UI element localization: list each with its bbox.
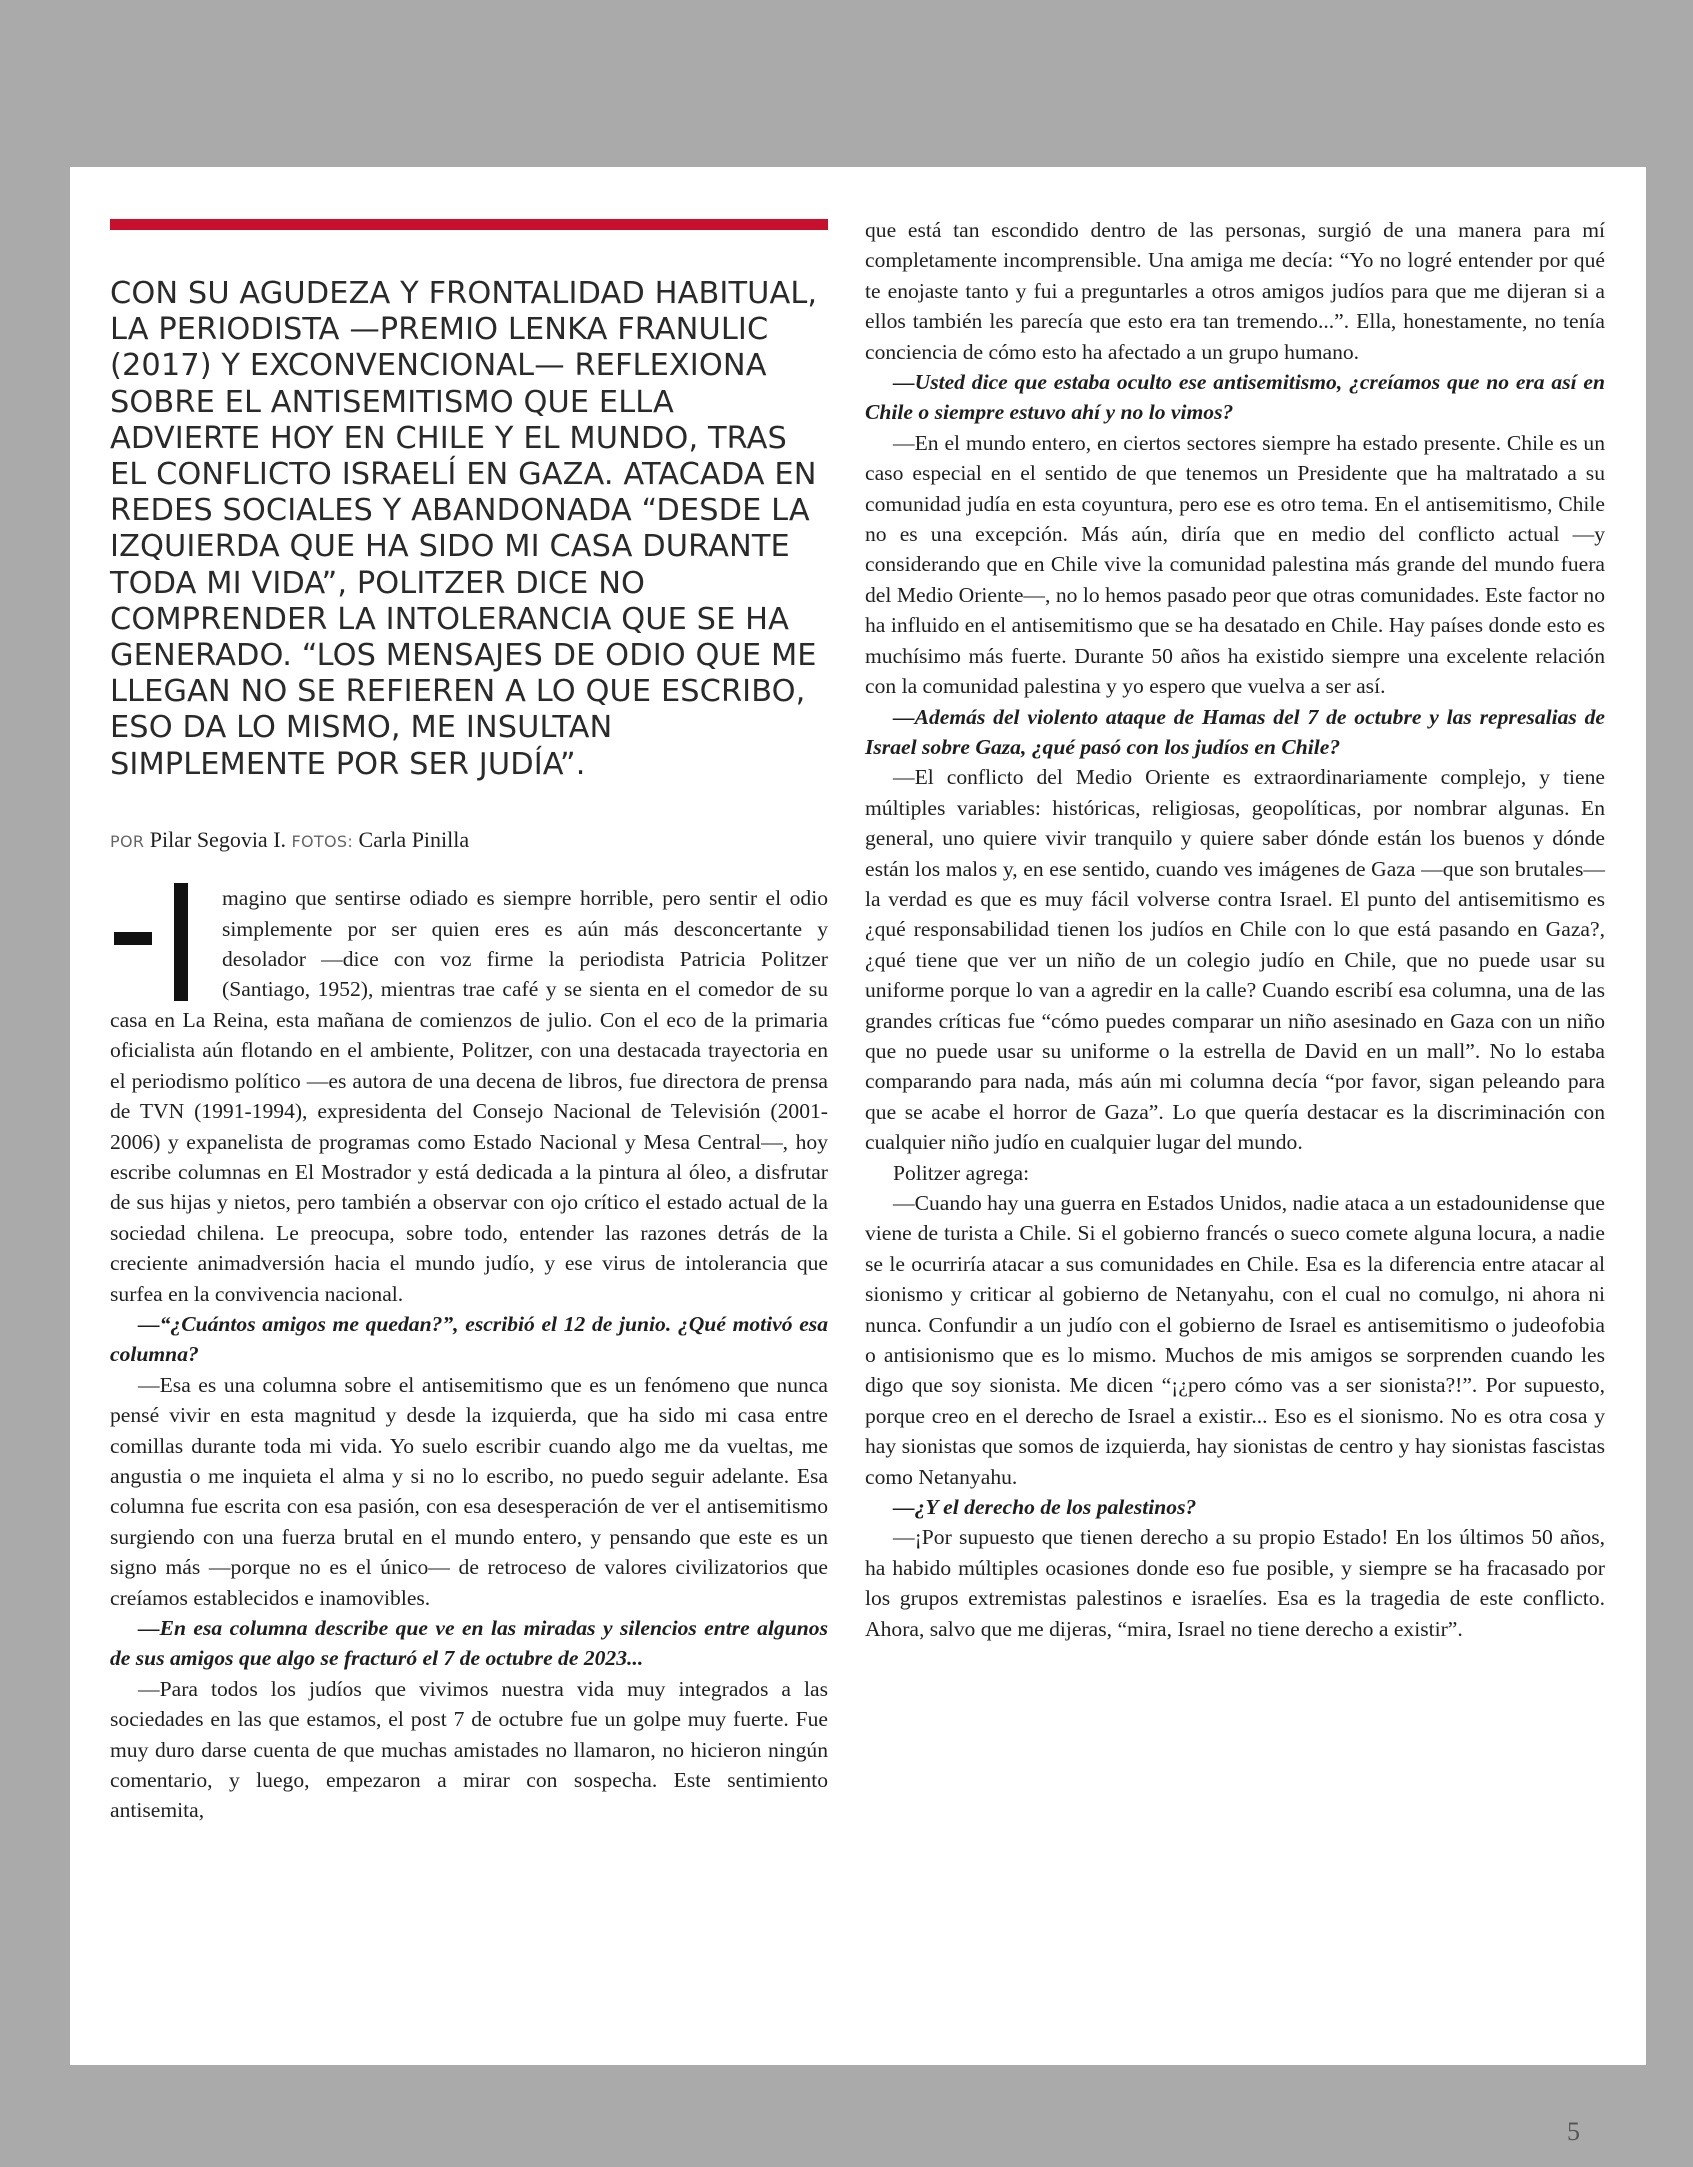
drop-cap <box>110 883 210 1001</box>
article-lead: CON SU AGUDEZA Y FRONTALIDAD HABITUAL, LA PERIODISTA —PREMIO LENKA FRANULIC (2017) Y EXCONVENCIONAL— REFLEXIONA SOBRE EL ANTISEMITISMO QUE ELLA ADVIERTE HOY EN CHILE Y EL MUNDO, TRAS EL CONFLICTO ISRAELÍ EN GAZA. ATACADA EN REDES SOCIALES Y ABANDONADA “DESDE LA IZQUIERDA QUE HA SIDO MI CASA DURANTE TODA MI VIDA”, POLITZER DICE NO COMPRENDER LA INTOLERANCIA QUE SE HA GENERADO. “LOS MENSAJES DE ODIO QUE ME LLEGAN NO SE REFIEREN A LO QUE ESCRIBO, ESO DA LO MISMO, ME INSULTAN SIMPLEMENTE POR SER JUDÍA”. <box>110 276 818 782</box>
answer-4: —El conflicto del Medio Oriente es extraordinariamente complejo, y tiene múltiples variables: históricas, religiosas, geopolíticas, por nombrar algunas. En general, uno quiere vivir tranquilo y quiere saber dónde están los buenos y dónde están los malos y, en ese sentido, cuando ves imágenes de Gaza —que son brutales— la verdad es que es muy fácil volverse contra Israel. El punto del antisemitismo es ¿qué responsabilidad tienen los judíos en Chile con lo que está pasando en Gaza?, ¿qué tiene que ver un niño de un colegio judío en Chile, que no puede usar su uniforme porque lo van a agredir en la calle? Cuando escribí esa columna, una de las grandes críticas fue “cómo puedes comparar un niño asesinado en Gaza con un niño que no puede usar su uniforme o la estrella de David en un mall”. No lo estaba comparando para nada, más aún mi columna decía “por favor, sigan peleando para que se acabe el horror de Gaza”. Lo que quería destacar es la discriminación con cualquier niño judío en cualquier lugar del mundo. <box>865 765 1605 1155</box>
magazine-page <box>70 167 1646 2065</box>
question-4: —Además del violento ataque de Hamas del 7 de octubre y las represalias de Israel sobre Gaza, ¿qué pasó con los judíos en Chile? <box>865 704 1605 759</box>
continued-text: que está tan escondido dentro de las personas, surgió de una manera para mí completamente incomprensible. Una amiga me decía: “Yo no logré entender por qué te enojaste tanto y fui a preguntarles a otros amigos judíos para que me dijeran si a ellos también les parecía que esto era tan tremendo...”. Ella, honestamente, no tenía conciencia de cómo esto ha afectado a un grupo humano. <box>865 218 1605 364</box>
narration-line: Politzer agrega: <box>893 1160 1030 1185</box>
byline-author: Pilar Segovia I. <box>149 826 287 852</box>
accent-bar <box>110 219 828 230</box>
drop-cap-dash <box>114 932 152 945</box>
answer-5: —¡Por supuesto que tienen derecho a su propio Estado! En los últimos 50 años, ha habido múltiples ocasiones donde eso fue posible, y siempre se ha fracasado por los grupos extremistas palestinos e israelíes. Esa es la tragedia de este conflicto. Ahora, salvo que me dijeras, “mira, Israel no tiene derecho a existir”. <box>865 1525 1605 1641</box>
answer-2: —Para todos los judíos que vivimos nuestra vida muy integrados a las sociedades en las que estamos, el post 7 de octubre fue un golpe muy fuerte. Fue muy duro darse cuenta de que muchas amistades no llamaron, no hicieron ningún comentario, y luego, empezaron a mirar con sospecha. Este sentimiento antisemita, <box>110 1676 828 1823</box>
opening-text: magino que sentirse odiado es siempre horrible, pero sentir el odio simplemente por ser quien eres es aún más desconcertante y desolador —dice con voz firme la periodista Patricia Politzer (Santiago, 1952), mientras trae café y se sienta en el comedor de su casa en La Reina, esta mañana de comienzos de julio. Con el eco de la primaria oficialista aún flotando en el ambiente, Politzer, con una destacada trayectoria en el periodismo político —es autora de una decena de libros, fue directora de prensa de TVN (1991-1994), expresidenta del Consejo Nacional de Televisión (2001-2006) y expanelista de programas como Estado Nacional y Mesa Central—, hoy escribe columnas en El Mostrador y está dedicada a la pintura al óleo, a disfrutar de sus hijas y nietos, pero también a observar con ojo crítico el estado actual de la sociedad chilena. Le preocupa, sobre todo, entender las razones detrás de la creciente animadversión hacia el mundo judío, y ese virus de intolerancia que surfea en la convivencia nacional. <box>110 886 828 1306</box>
byline-por-label: POR <box>110 831 145 851</box>
question-3: —Usted dice que estaba oculto ese antisemitismo, ¿creíamos que no era así en Chile o siempre estuvo ahí y no lo vimos? <box>865 370 1605 425</box>
drop-cap-letter-i <box>174 883 188 1001</box>
question-2: —En esa columna describe que ve en las miradas y silencios entre algunos de sus amigos que algo se fracturó el 7 de octubre de 2023... <box>110 1616 828 1671</box>
right-column <box>865 215 1605 1644</box>
answer-3: —En el mundo entero, en ciertos sectores siempre ha estado presente. Chile es un caso especial en el sentido de que tenemos un Presidente que ha maltratado a su comunidad judía en esta coyuntura, pero ese es otro tema. En el antisemitismo, Chile no es una excepción. Más aún, diría que en medio del conflicto actual —y considerando que en Chile vive la comunidad palestina más grande del mundo fuera del Medio Oriente—, no lo hemos pasado peor que otras comunidades. Este factor no ha influido en el antisemitismo que se ha desatado en Chile. Hay países donde esto es muchísimo más fuerte. Durante 50 años ha existido siempre una excelente relación con la comunidad palestina y yo espero que vuelva a ser así. <box>865 430 1605 699</box>
answer-4-continued: —Cuando hay una guerra en Estados Unidos, nadie ataca a un estadounidense que viene de turista a Chile. Si el gobierno francés o sueco comete alguna locura, a nadie se le ocurriría atacar a sus comunidades en Chile. Esa es la diferencia entre atacar al sionismo y criticar al gobierno de Netanyahu, con el cual no comulgo, ni ahora ni nunca. Confundir a un judío con el gobierno de Israel es antisemitismo o judeofobia o antisionismo que es lo mismo. Muchos de mis amigos se sorprenden cuando les digo que soy sionista. Me dicen “¡¿pero cómo vas a ser sionista?!”. Por supuesto, porque creo en el derecho de Israel a existir... Eso es el sionismo. No es otra cosa y hay sionistas que somos de izquierda, hay sionistas de centro y hay sionistas fascistas como Netanyahu. <box>865 1191 1605 1489</box>
question-5: —¿Y el derecho de los palestinos? <box>893 1495 1197 1520</box>
left-column <box>110 219 828 1826</box>
page-number: 5 <box>1567 2117 1580 2146</box>
question-1: —“¿Cuántos amigos me quedan?”, escribió el 12 de junio. ¿Qué motivó esa columna? <box>110 1311 828 1367</box>
byline-photographer: Carla Pinilla <box>358 826 470 852</box>
opening-paragraph <box>110 883 828 1309</box>
byline <box>110 825 828 857</box>
answer-1: —Esa es una columna sobre el antisemitismo que es un fenómeno que nunca pensé vivir en esta magnitud y desde la izquierda, que ha sido mi casa entre comillas durante toda mi vida. Yo suelo escribir cuando algo me da vueltas, me angustia o me inquieta el alma y si no lo escribo, no puedo seguir adelante. Esa columna fue escrita con esa pasión, con esa desesperación de ver el antisemitismo surgiendo con una fuerza brutal en el mundo entero, y pensando que este es un signo más —porque no es el único— de retroceso de valores civilizatorios que creíamos establecidos e inamovibles. <box>110 1372 828 1610</box>
byline-fotos-label: FOTOS: <box>291 831 354 851</box>
